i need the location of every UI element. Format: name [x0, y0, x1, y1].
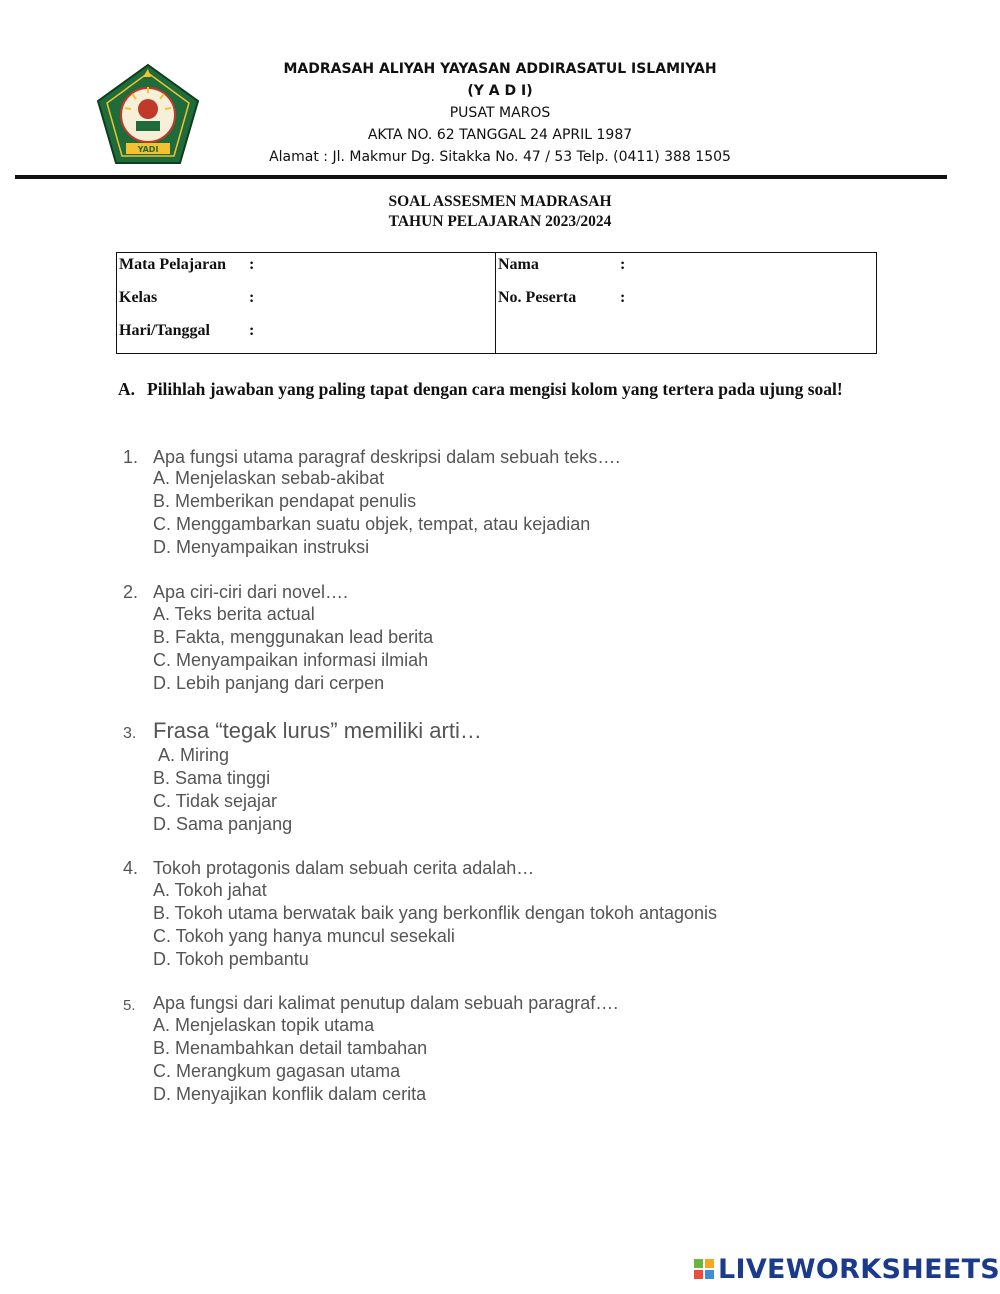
school-deed: AKTA NO. 62 TANGGAL 24 APRIL 1987 [367, 127, 633, 143]
q4-option-b[interactable]: B. Tokoh utama berwatak baik yang berkonflik dengan tokoh antagonis [153, 903, 718, 923]
question-number: 3. [123, 725, 137, 742]
logo-text: YADI [137, 145, 159, 154]
q2-option-b[interactable]: B. Fakta, menggunakan lead berita [153, 627, 434, 647]
question-text: Frasa “tegak lurus” memiliki arti… [153, 718, 482, 743]
question-number: 4. [123, 858, 139, 878]
q5-option-d[interactable]: D. Menyajikan konflik dalam cerita [153, 1084, 427, 1104]
q1-option-d[interactable]: D. Menyampaikan instruksi [153, 537, 370, 557]
info-row-name[interactable]: Nama : [498, 256, 626, 273]
instruction-number: A. [118, 379, 136, 399]
q2-option-a[interactable]: A. Teks berita actual [153, 604, 315, 624]
q5-option-c[interactable]: C. Merangkum gagasan utama [153, 1061, 401, 1081]
question-number: 2. [123, 582, 139, 602]
q3-option-c[interactable]: C. Tidak sejajar [153, 791, 278, 811]
q3-option-d[interactable]: D. Sama panjang [153, 814, 293, 834]
instruction-text: Pilihlah jawaban yang paling tapat dengan cara mengisi kolom yang tertera pada ujung soal! [147, 379, 843, 399]
info-row-participant-number[interactable]: No. Peserta : [498, 289, 626, 306]
q3-option-a[interactable]: A. Miring [158, 745, 230, 765]
question-text: Tokoh protagonis dalam sebuah cerita adalah… [153, 858, 535, 878]
q1-option-c[interactable]: C. Menggambarkan suatu objek, tempat, atau kejadian [153, 514, 591, 534]
question-number: 1. [123, 447, 139, 467]
school-location: PUSAT MAROS [449, 105, 551, 121]
school-abbrev: (Y A D I) [467, 83, 533, 99]
q3-option-b[interactable]: B. Sama tinggi [153, 768, 271, 788]
question-text: Apa ciri-ciri dari novel…. [153, 582, 349, 602]
question-text: Apa fungsi dari kalimat penutup dalam sebuah paragraf…. [153, 993, 619, 1013]
q1-option-a[interactable]: A. Menjelaskan sebab-akibat [153, 468, 385, 488]
q5-option-b[interactable]: B. Menambahkan detail tambahan [153, 1038, 428, 1058]
q4-option-a[interactable]: A. Tokoh jahat [153, 880, 267, 900]
q2-option-c[interactable]: C. Menyampaikan informasi ilmiah [153, 650, 429, 670]
exam-title: SOAL ASSESMEN MADRASAH [388, 193, 612, 210]
info-row-class[interactable]: Kelas : [119, 289, 255, 306]
question-number: 5. [123, 997, 136, 1014]
q2-option-d[interactable]: D. Lebih panjang dari cerpen [153, 673, 385, 693]
q1-option-b[interactable]: B. Memberikan pendapat penulis [153, 491, 417, 511]
liveworksheets-watermark[interactable] [694, 1254, 1000, 1284]
school-address: Alamat : Jl. Makmur Dg. Sitakka No. 47 / 53 Telp. (0411) 388 1505 [269, 149, 731, 165]
q4-option-d[interactable]: D. Tokoh pembantu [153, 949, 309, 969]
liveworksheets-logo-icon [694, 1259, 714, 1279]
info-row-date[interactable]: Hari/Tanggal : [119, 322, 255, 339]
header-divider [15, 175, 947, 179]
student-info-table [116, 252, 877, 354]
exam-year: TAHUN PELAJARAN 2023/2024 [388, 213, 612, 230]
info-row-subject[interactable]: Mata Pelajaran : [119, 256, 255, 273]
school-name: MADRASAH ALIYAH YAYASAN ADDIRASATUL ISLAMIYAH [283, 61, 717, 77]
liveworksheets-text: LIVEWORKSHEETS [718, 1253, 1000, 1285]
question-text: Apa fungsi utama paragraf deskripsi dalam sebuah teks…. [153, 447, 621, 467]
q5-option-a[interactable]: A. Menjelaskan topik utama [153, 1015, 375, 1035]
instruction [118, 378, 882, 400]
q4-option-c[interactable]: C. Tokoh yang hanya muncul sesekali [153, 926, 455, 946]
